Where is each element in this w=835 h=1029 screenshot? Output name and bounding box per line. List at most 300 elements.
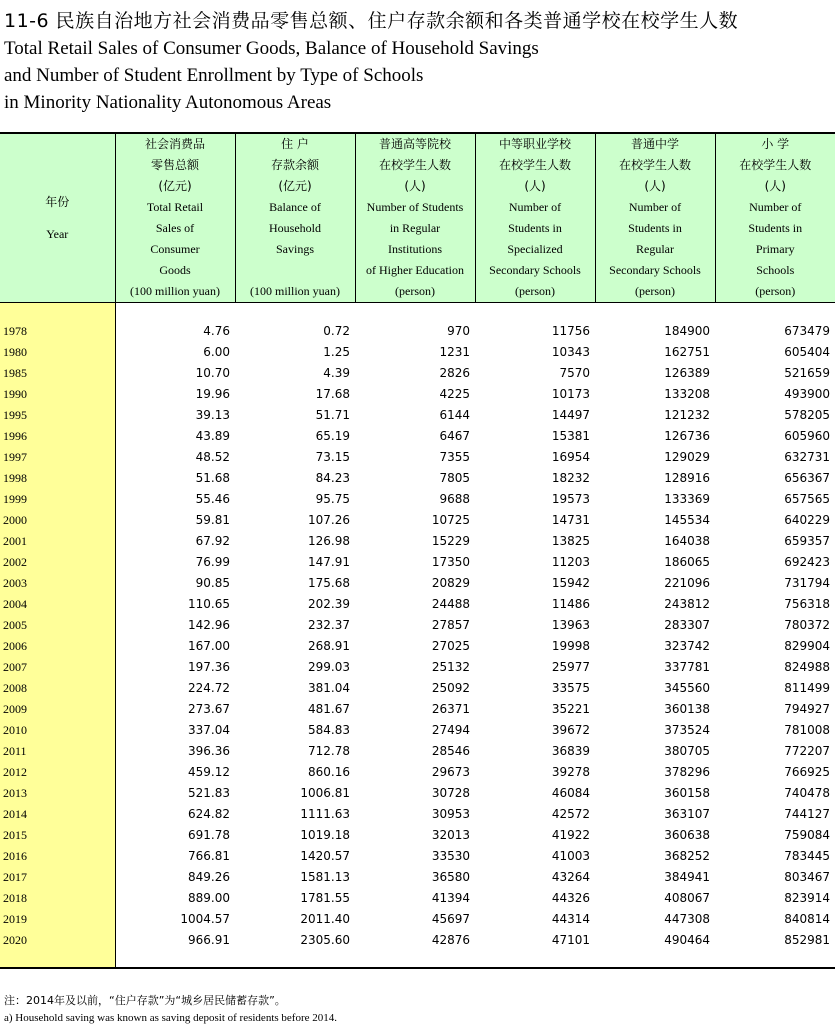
column-header-6	[715, 133, 835, 303]
value-cell: 33530	[431, 849, 470, 863]
value-cell: 731794	[784, 576, 830, 590]
column-header-line: Students in	[628, 221, 682, 235]
table-row	[0, 867, 835, 888]
value-cell: 780372	[784, 618, 830, 632]
value-cell: 65.19	[315, 429, 350, 443]
value-cell: 640229	[784, 513, 830, 527]
value-cell: 521.83	[188, 786, 230, 800]
value-cell: 25977	[551, 660, 590, 674]
table-spacer-row	[0, 951, 835, 968]
value-cell: 493900	[784, 387, 830, 401]
value-cell: 378296	[664, 765, 710, 779]
value-cell: 42572	[551, 807, 590, 821]
value-cell: 29673	[431, 765, 470, 779]
spacer-cell	[0, 951, 115, 968]
value-cell: 605404	[784, 345, 830, 359]
value-cell: 27025	[431, 639, 470, 653]
table-row	[0, 930, 835, 951]
year-header-zh: 年份	[45, 195, 70, 209]
value-cell: 337781	[664, 660, 710, 674]
value-cell: 4.39	[323, 366, 350, 380]
value-cell: 740478	[784, 786, 830, 800]
value-cell: 18232	[551, 471, 590, 485]
value-cell: 0.72	[323, 324, 350, 338]
value-cell: 48.52	[195, 450, 230, 464]
value-cell: 36580	[431, 870, 470, 884]
column-header-line: (人)	[404, 179, 426, 193]
value-cell: 39.13	[195, 408, 230, 422]
value-cell: 860.16	[308, 765, 350, 779]
column-header-3	[355, 133, 475, 303]
value-cell: 803467	[784, 870, 830, 884]
year-cell: 2006	[0, 636, 115, 657]
year-column-header	[0, 133, 115, 303]
value-cell: 25132	[431, 660, 470, 674]
value-cell: 17350	[431, 555, 470, 569]
column-header-line: 社会消费品	[144, 137, 205, 151]
year-cell: 2008	[0, 678, 115, 699]
column-header-line: (亿元)	[278, 179, 312, 193]
value-cell: 162751	[664, 345, 710, 359]
table-row	[0, 552, 835, 573]
value-cell: 15381	[551, 429, 590, 443]
year-cell: 1998	[0, 468, 115, 489]
column-header-line: Savings	[275, 242, 314, 256]
spacer-cell	[355, 303, 475, 322]
spacer-cell	[475, 303, 595, 322]
value-cell: 27857	[431, 618, 470, 632]
value-cell: 45697	[431, 912, 470, 926]
column-header-line: Sales of	[155, 221, 195, 235]
table-header-row	[0, 133, 835, 303]
column-header-line: Number of	[508, 200, 562, 214]
year-cell: 1999	[0, 489, 115, 510]
table-row	[0, 699, 835, 720]
column-header-line: 存款余额	[270, 158, 319, 172]
spacer-cell	[115, 951, 235, 968]
value-cell: 759084	[784, 828, 830, 842]
page-title-en-line-1: Total Retail Sales of Consumer Goods, Balance of Household Savings	[4, 38, 539, 59]
spacer-cell	[475, 951, 595, 968]
value-cell: 51.68	[195, 471, 230, 485]
value-cell: 2826	[439, 366, 470, 380]
table-spacer-row	[0, 303, 835, 322]
table-row	[0, 846, 835, 867]
column-header-line: 零售总额	[150, 158, 199, 172]
value-cell: 55.46	[195, 492, 230, 506]
value-cell: 7570	[559, 366, 590, 380]
table-row	[0, 657, 835, 678]
value-cell: 381.04	[308, 681, 350, 695]
value-cell: 1019.18	[300, 828, 350, 842]
value-cell: 46084	[551, 786, 590, 800]
value-cell: 4.76	[203, 324, 230, 338]
value-cell: 25092	[431, 681, 470, 695]
year-cell: 2015	[0, 825, 115, 846]
value-cell: 90.85	[195, 576, 230, 590]
value-cell: 26371	[431, 702, 470, 716]
table-row	[0, 468, 835, 489]
year-cell: 2010	[0, 720, 115, 741]
value-cell: 368252	[664, 849, 710, 863]
value-cell: 766.81	[188, 849, 230, 863]
value-cell: 19998	[551, 639, 590, 653]
value-cell: 2011.40	[300, 912, 350, 926]
value-cell: 13963	[551, 618, 590, 632]
value-cell: 42876	[431, 933, 470, 947]
column-header-line: Students in	[508, 221, 562, 235]
year-cell: 2016	[0, 846, 115, 867]
value-cell: 490464	[664, 933, 710, 947]
value-cell: 337.04	[188, 723, 230, 737]
spacer-cell	[715, 951, 835, 968]
value-cell: 59.81	[195, 513, 230, 527]
year-cell: 1995	[0, 405, 115, 426]
column-header-line: (亿元)	[158, 179, 192, 193]
value-cell: 41922	[551, 828, 590, 842]
value-cell: 17.68	[315, 387, 350, 401]
value-cell: 360138	[664, 702, 710, 716]
value-cell: 584.83	[308, 723, 350, 737]
footnote-en: a) Household saving was known as saving deposit of residents before 2014.	[4, 1012, 337, 1024]
value-cell: 14497	[551, 408, 590, 422]
value-cell: 744127	[784, 807, 830, 821]
column-header-line: Consumer	[150, 242, 200, 256]
value-cell: 142.96	[188, 618, 230, 632]
value-cell: 299.03	[308, 660, 350, 674]
value-cell: 10725	[431, 513, 470, 527]
column-header-line: Total Retail	[146, 200, 204, 214]
value-cell: 243812	[664, 597, 710, 611]
table-row	[0, 342, 835, 363]
value-cell: 1781.55	[300, 891, 350, 905]
table-row	[0, 762, 835, 783]
value-cell: 84.23	[315, 471, 350, 485]
value-cell: 224.72	[188, 681, 230, 695]
column-header-line: (人)	[524, 179, 546, 193]
value-cell: 121232	[664, 408, 710, 422]
column-header-line: of Higher Education	[366, 263, 464, 277]
table-row	[0, 678, 835, 699]
value-cell: 15942	[551, 576, 590, 590]
table-row	[0, 384, 835, 405]
value-cell: 1231	[439, 345, 470, 359]
value-cell: 28546	[431, 744, 470, 758]
value-cell: 373524	[664, 723, 710, 737]
value-cell: 2305.60	[300, 933, 350, 947]
value-cell: 202.39	[308, 597, 350, 611]
value-cell: 95.75	[315, 492, 350, 506]
value-cell: 1420.57	[300, 849, 350, 863]
column-header-line: Specialized	[507, 242, 563, 256]
value-cell: 1.25	[323, 345, 350, 359]
value-cell: 15229	[431, 534, 470, 548]
value-cell: 345560	[664, 681, 710, 695]
page-title-en-line-3: in Minority Nationality Autonomous Areas	[4, 92, 332, 113]
value-cell: 110.65	[188, 597, 230, 611]
value-cell: 6467	[439, 429, 470, 443]
column-header-line: Number of	[749, 200, 802, 214]
value-cell: 16954	[551, 450, 590, 464]
value-cell: 970	[447, 324, 470, 338]
column-header-line: 中等职业学校	[498, 137, 571, 151]
value-cell: 824988	[784, 660, 830, 674]
value-cell: 396.36	[188, 744, 230, 758]
table-row	[0, 741, 835, 762]
value-cell: 44326	[551, 891, 590, 905]
column-header-line: Goods	[159, 263, 191, 277]
column-header-line: Regular	[636, 242, 674, 256]
column-header-line: Number of Students	[366, 200, 464, 214]
year-cell: 1985	[0, 363, 115, 384]
value-cell: 323742	[664, 639, 710, 653]
table-row	[0, 531, 835, 552]
value-cell: 10343	[551, 345, 590, 359]
year-cell: 2007	[0, 657, 115, 678]
table-row	[0, 405, 835, 426]
value-cell: 656367	[784, 471, 830, 485]
value-cell: 44314	[551, 912, 590, 926]
value-cell: 840814	[784, 912, 830, 926]
column-header-line: Number of	[628, 200, 682, 214]
value-cell: 712.78	[308, 744, 350, 758]
value-cell: 521659	[784, 366, 830, 380]
column-header-line: Schools	[756, 263, 795, 277]
value-cell: 221096	[664, 576, 710, 590]
column-header-line: 在校学生人数	[739, 158, 812, 172]
year-cell: 2012	[0, 762, 115, 783]
value-cell: 659357	[784, 534, 830, 548]
column-header-4	[475, 133, 595, 303]
value-cell: 6144	[439, 408, 470, 422]
value-cell: 363107	[664, 807, 710, 821]
value-cell: 11486	[551, 597, 590, 611]
column-header-line: 普通中学	[630, 137, 679, 151]
column-header-line: (100 million yuan)	[130, 284, 220, 298]
value-cell: 41003	[551, 849, 590, 863]
value-cell: 268.91	[308, 639, 350, 653]
value-cell: 781008	[784, 723, 830, 737]
value-cell: 384941	[664, 870, 710, 884]
value-cell: 811499	[784, 681, 830, 695]
page-title-en-line-2: and Number of Student Enrollment by Type of Schools	[4, 65, 424, 86]
column-header-line: 在校学生人数	[378, 158, 451, 172]
year-cell: 2003	[0, 573, 115, 594]
value-cell: 76.99	[195, 555, 230, 569]
value-cell: 273.67	[188, 702, 230, 716]
value-cell: 447308	[664, 912, 710, 926]
year-cell: 2001	[0, 531, 115, 552]
value-cell: 32013	[431, 828, 470, 842]
value-cell: 657565	[784, 492, 830, 506]
value-cell: 186065	[664, 555, 710, 569]
year-cell: 2013	[0, 783, 115, 804]
table-row	[0, 825, 835, 846]
value-cell: 147.91	[308, 555, 350, 569]
column-header-line: Institutions	[387, 242, 442, 256]
column-header-line: (person)	[395, 284, 435, 298]
value-cell: 10173	[551, 387, 590, 401]
table-row	[0, 615, 835, 636]
spacer-cell	[235, 951, 355, 968]
value-cell: 4225	[439, 387, 470, 401]
value-cell: 167.00	[188, 639, 230, 653]
year-cell: 2002	[0, 552, 115, 573]
spacer-cell	[355, 951, 475, 968]
value-cell: 10.70	[195, 366, 230, 380]
value-cell: 47101	[551, 933, 590, 947]
value-cell: 67.92	[195, 534, 230, 548]
column-header-5	[595, 133, 715, 303]
value-cell: 129029	[664, 450, 710, 464]
value-cell: 133208	[664, 387, 710, 401]
column-header-line: (人)	[764, 179, 786, 193]
value-cell: 145534	[664, 513, 710, 527]
value-cell: 673479	[784, 324, 830, 338]
value-cell: 126736	[664, 429, 710, 443]
year-cell: 2004	[0, 594, 115, 615]
value-cell: 133369	[664, 492, 710, 506]
value-cell: 632731	[784, 450, 830, 464]
value-cell: 33575	[551, 681, 590, 695]
value-cell: 1006.81	[300, 786, 350, 800]
year-cell: 2014	[0, 804, 115, 825]
value-cell: 7805	[439, 471, 470, 485]
spacer-cell	[595, 951, 715, 968]
table-row	[0, 783, 835, 804]
table-row	[0, 636, 835, 657]
value-cell: 852981	[784, 933, 830, 947]
value-cell: 27494	[431, 723, 470, 737]
spacer-cell	[235, 303, 355, 322]
value-cell: 13825	[551, 534, 590, 548]
value-cell: 605960	[784, 429, 830, 443]
value-cell: 128916	[664, 471, 710, 485]
value-cell: 20829	[431, 576, 470, 590]
value-cell: 14731	[551, 513, 590, 527]
table-row	[0, 363, 835, 384]
year-cell: 2009	[0, 699, 115, 720]
value-cell: 107.26	[308, 513, 350, 527]
value-cell: 766925	[784, 765, 830, 779]
year-cell: 1990	[0, 384, 115, 405]
column-header-line: (人)	[644, 179, 666, 193]
value-cell: 360158	[664, 786, 710, 800]
table-row	[0, 594, 835, 615]
value-cell: 6.00	[203, 345, 230, 359]
column-header-line	[236, 260, 355, 281]
value-cell: 783445	[784, 849, 830, 863]
value-cell: 39672	[551, 723, 590, 737]
spacer-cell	[715, 303, 835, 322]
table-row	[0, 909, 835, 930]
year-cell: 2005	[0, 615, 115, 636]
value-cell: 51.71	[315, 408, 350, 422]
value-cell: 1004.57	[180, 912, 230, 926]
table-row	[0, 720, 835, 741]
value-cell: 184900	[664, 324, 710, 338]
value-cell: 232.37	[308, 618, 350, 632]
column-header-line: 在校学生人数	[498, 158, 571, 172]
table-body	[0, 303, 835, 969]
value-cell: 691.78	[188, 828, 230, 842]
column-header-line: (person)	[515, 284, 555, 298]
value-cell: 126389	[664, 366, 710, 380]
year-cell: 2018	[0, 888, 115, 909]
value-cell: 283307	[664, 618, 710, 632]
value-cell: 43.89	[195, 429, 230, 443]
value-cell: 19.96	[195, 387, 230, 401]
table-row	[0, 888, 835, 909]
column-header-2	[235, 133, 355, 303]
column-header-line: Secondary Schools	[609, 263, 701, 277]
column-header-line: 在校学生人数	[618, 158, 691, 172]
spacer-cell	[115, 303, 235, 322]
value-cell: 889.00	[188, 891, 230, 905]
column-header-line: 小 学	[761, 137, 790, 151]
page-title-zh: 11-6 民族自治地方社会消费品零售总额、住户存款余额和各类普通学校在校学生人数	[4, 10, 739, 32]
value-cell: 408067	[664, 891, 710, 905]
column-header-line: (person)	[635, 284, 675, 298]
value-cell: 39278	[551, 765, 590, 779]
column-header-line: Students in	[748, 221, 803, 235]
column-header-line: in Regular	[389, 221, 441, 235]
value-cell: 966.91	[188, 933, 230, 947]
value-cell: 7355	[439, 450, 470, 464]
year-cell: 1996	[0, 426, 115, 447]
year-header-en: Year	[46, 227, 69, 241]
year-cell: 1978	[0, 321, 115, 342]
year-cell: 2000	[0, 510, 115, 531]
value-cell: 380705	[664, 744, 710, 758]
value-cell: 35221	[551, 702, 590, 716]
column-header-line: 普通高等院校	[378, 137, 451, 151]
data-table	[0, 132, 835, 969]
value-cell: 794927	[784, 702, 830, 716]
table-row	[0, 426, 835, 447]
table-row	[0, 489, 835, 510]
value-cell: 19573	[551, 492, 590, 506]
spacer-cell	[595, 303, 715, 322]
value-cell: 30728	[431, 786, 470, 800]
table-row	[0, 510, 835, 531]
year-cell: 2011	[0, 741, 115, 762]
value-cell: 11756	[551, 324, 590, 338]
spacer-cell	[0, 303, 115, 322]
value-cell: 823914	[784, 891, 830, 905]
year-cell: 1980	[0, 342, 115, 363]
value-cell: 481.67	[308, 702, 350, 716]
value-cell: 459.12	[188, 765, 230, 779]
column-header-line: 住 户	[281, 137, 309, 151]
year-cell: 2017	[0, 867, 115, 888]
value-cell: 164038	[664, 534, 710, 548]
value-cell: 24488	[431, 597, 470, 611]
column-header-line: Primary	[755, 242, 795, 256]
value-cell: 43264	[551, 870, 590, 884]
table-row	[0, 447, 835, 468]
column-header-line: Balance of	[269, 200, 321, 214]
value-cell: 30953	[431, 807, 470, 821]
value-cell: 772207	[784, 744, 830, 758]
year-cell: 1997	[0, 447, 115, 468]
column-header-1	[115, 133, 235, 303]
value-cell: 73.15	[315, 450, 350, 464]
value-cell: 126.98	[308, 534, 350, 548]
value-cell: 829904	[784, 639, 830, 653]
value-cell: 578205	[784, 408, 830, 422]
year-cell: 2019	[0, 909, 115, 930]
